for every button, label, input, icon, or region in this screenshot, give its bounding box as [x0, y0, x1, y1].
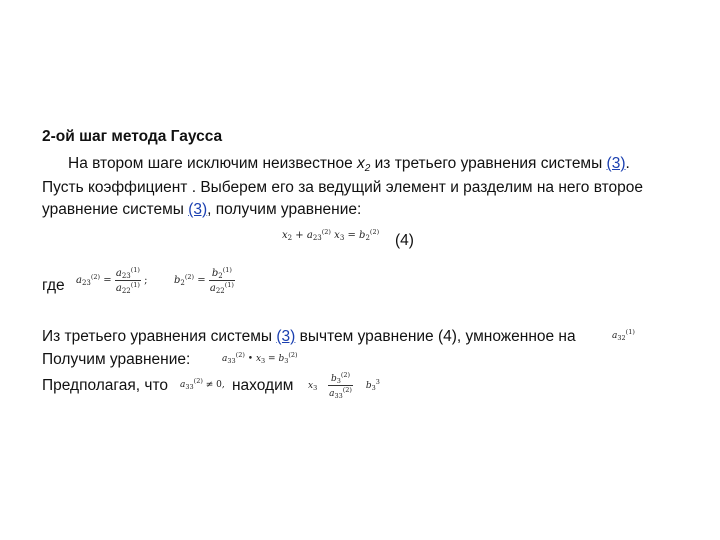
system-3-link-2[interactable]: (3): [188, 201, 208, 218]
equation-number: (4): [395, 232, 414, 249]
result-equation-formula: $a_{33}^{(2)}$ • $x_3 = b_3^{(2)}$: [222, 351, 298, 365]
where-label: где: [42, 277, 65, 294]
step-line-3-after: находим: [232, 377, 294, 394]
b2-definition-formula: $b_2^{(2)}$ = $\frac{b_2^{(1)}}{a_{22}^{(1)}}$: [174, 266, 234, 295]
system-3-link[interactable]: (3): [606, 155, 626, 172]
system-3-link-3[interactable]: (3): [276, 328, 296, 345]
equation-4-formula: $x_2 + a_{23}^{(2)}$ $x_3 = b_2^{(2)}$: [282, 228, 380, 242]
step-line-1: Из третьего уравнения системы (3) вычтем уравнение (4), умноженное на: [42, 328, 576, 345]
step-line-3: Предполагая, что: [42, 377, 168, 394]
a23-definition-formula: $a_{23}^{(2)}$ = $\frac{a_{23}^{(1)}}{a_{22}^{(1)}}$ ;: [76, 266, 148, 295]
var-x2: $x_2$: [357, 155, 371, 174]
paragraph-line-2: Пусть коэффициент . Выберем его за ведущий элемент и разделим на него второе: [42, 179, 644, 196]
line1-text-after: из третьего уравнения системы: [370, 155, 607, 172]
step-line-2: Получим уравнение:: [42, 351, 191, 368]
a32-formula: $a_{32}^{(1)}$: [612, 328, 635, 342]
paragraph-line-3: уравнение системы (3), получим уравнение:: [42, 201, 362, 218]
x3-solution-formula: $x_3$ $\frac{b_3^{(2)}}{a_{33}^{(2)}}$ $b_3^3$: [308, 371, 380, 400]
paragraph-line-1: На втором шаге исключим неизвестное $x_2$ из третьего уравнения системы (3).: [68, 155, 630, 174]
line1-text-before: На втором шаге исключим неизвестное: [68, 155, 358, 172]
page-title: 2-ой шаг метода Гаусса: [42, 128, 223, 145]
condition-formula: $a_{33}^{(2)} \ne 0$,: [180, 377, 225, 391]
